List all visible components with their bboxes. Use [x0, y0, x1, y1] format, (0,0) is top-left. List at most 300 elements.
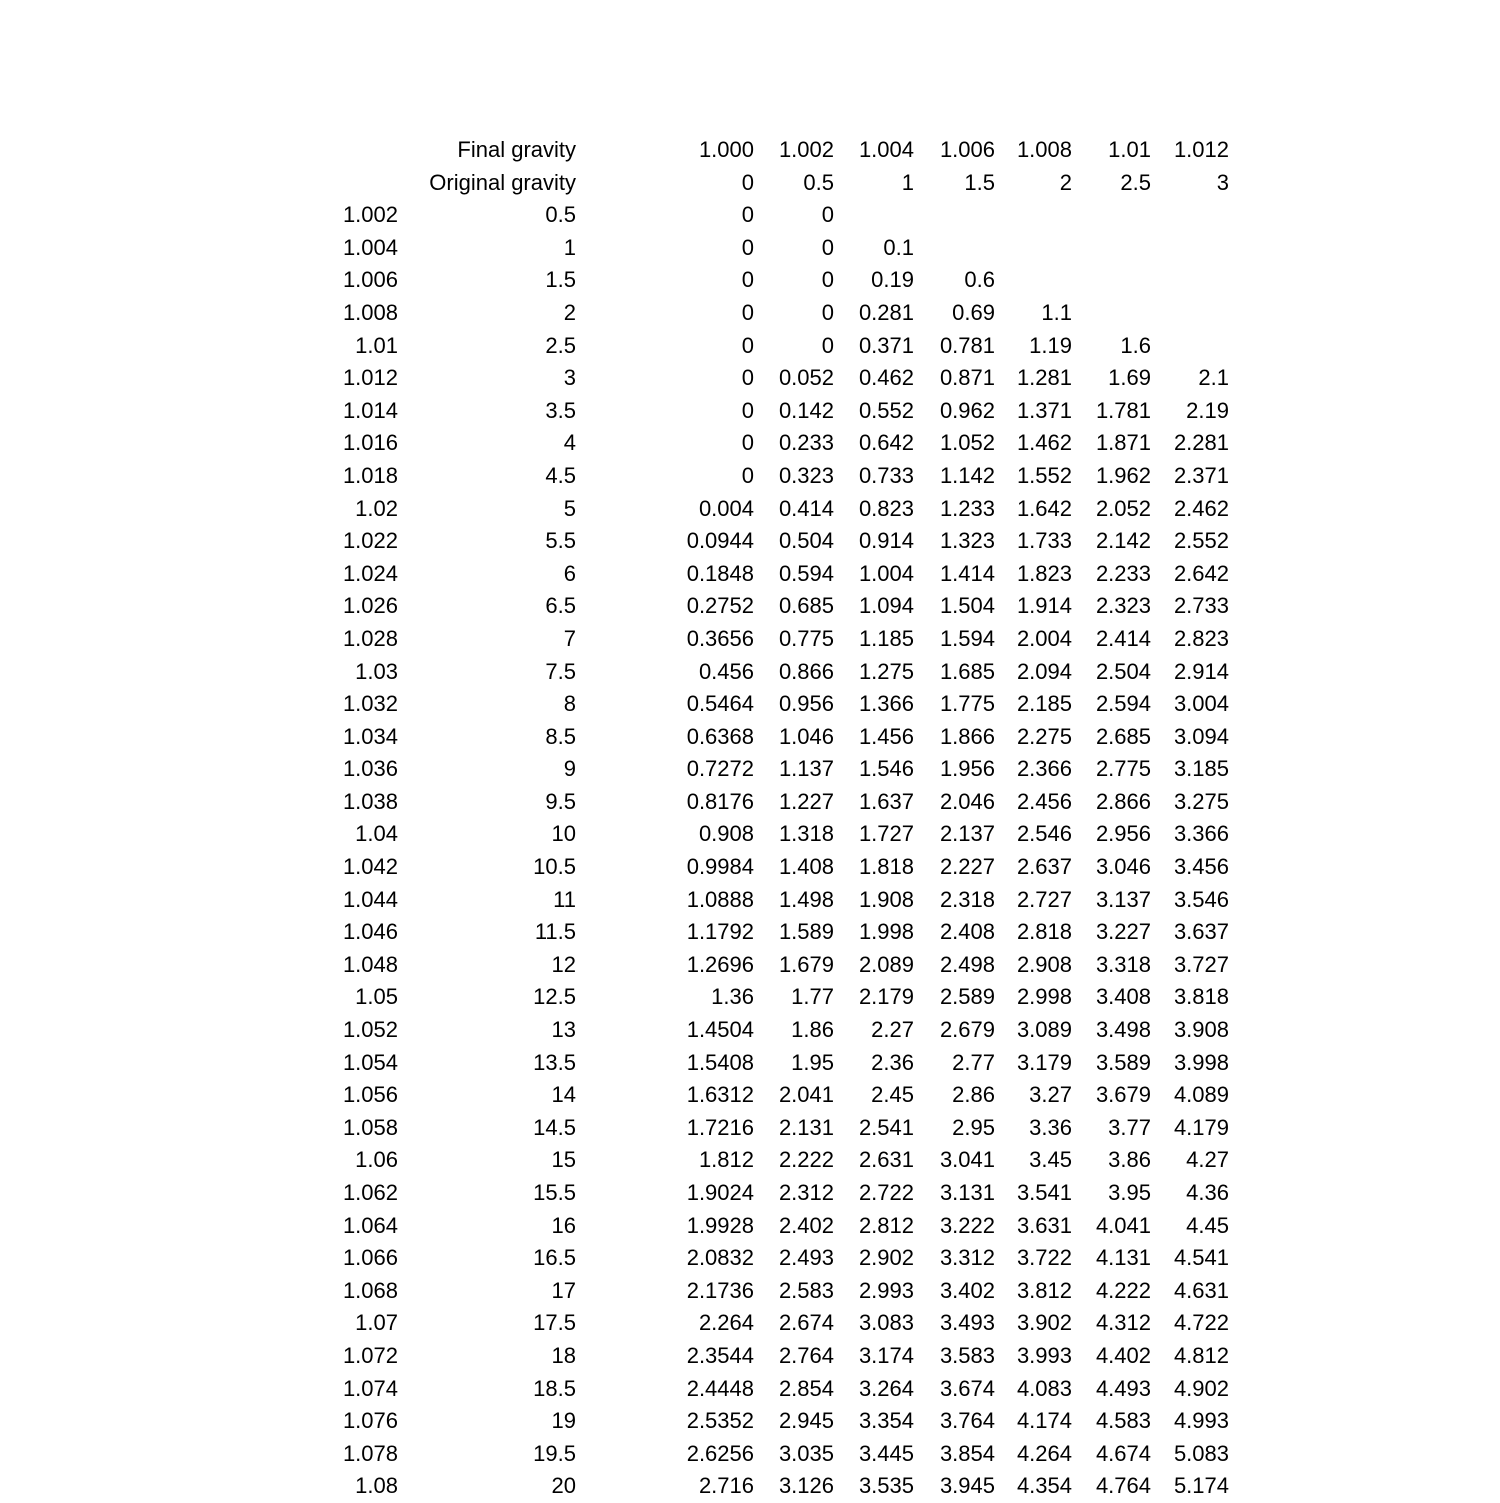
abv-cell: 3.95	[1108, 1180, 1151, 1205]
abv-cell: 4.764	[1095, 1473, 1151, 1499]
abv-cell: 3.583	[939, 1342, 995, 1368]
abv-cell	[918, 199, 999, 232]
abv-cell: 4.354	[1016, 1473, 1072, 1499]
original-gravity-row-value: 8	[563, 691, 576, 717]
final-gravity-row-label: 1.056	[342, 1082, 398, 1108]
data-row	[282, 1405, 1233, 1438]
abv-cell: 3.227	[1095, 919, 1151, 945]
abv-cell: 0.281	[858, 299, 914, 325]
abv-cell: 4.36	[1186, 1180, 1229, 1205]
original-gravity-row-value: 6	[563, 560, 576, 586]
abv-cell: 1.908	[858, 886, 914, 912]
final-gravity-column-header: 1.012	[1173, 137, 1229, 162]
original-gravity-column-header: 0	[741, 169, 754, 195]
abv-cell: 2.36	[871, 1049, 914, 1075]
abv-cell: 0.642	[858, 430, 914, 456]
abv-cell	[1076, 297, 1155, 330]
final-gravity-row-label: 1.016	[342, 430, 398, 456]
abv-cell: 1.046	[778, 723, 834, 749]
abv-cell: 2.3544	[686, 1342, 754, 1368]
final-gravity-row-label: 1.078	[342, 1440, 398, 1466]
abv-cell: 4.631	[1173, 1277, 1229, 1303]
original-gravity-column-header: 1	[901, 169, 914, 195]
abv-cell: 1.823	[1016, 560, 1072, 586]
abv-cell: 2.185	[1016, 691, 1072, 717]
abv-cell: 1.7216	[686, 1114, 754, 1140]
abv-cell: 2.462	[1173, 495, 1229, 521]
data-row	[282, 1275, 1233, 1308]
abv-cell: 3.498	[1095, 1017, 1151, 1043]
abv-cell: 1.77	[791, 984, 834, 1010]
abv-cell: 3.535	[858, 1473, 914, 1499]
gravity-abv-table	[282, 134, 1233, 1503]
abv-cell: 0	[821, 234, 834, 260]
abv-cell: 1.414	[939, 560, 995, 586]
original-gravity-row-value: 17.5	[533, 1310, 576, 1336]
abv-cell: 2.323	[1095, 593, 1151, 619]
abv-cell: 0.6	[964, 267, 995, 293]
abv-cell: 4.812	[1173, 1342, 1229, 1368]
abv-cell: 2.631	[858, 1147, 914, 1173]
abv-cell	[838, 199, 918, 232]
data-row	[282, 688, 1233, 721]
abv-cell: 1.6312	[686, 1082, 754, 1108]
abv-cell: 0	[741, 234, 754, 260]
abv-cell: 4.674	[1095, 1440, 1151, 1466]
abv-cell: 3.264	[858, 1375, 914, 1401]
abv-cell: 2.45	[871, 1082, 914, 1108]
abv-cell: 5.174	[1173, 1473, 1229, 1499]
abv-cell: 3.179	[1016, 1049, 1072, 1075]
abv-cell: 1.19	[1029, 332, 1072, 358]
abv-cell: 2.4448	[686, 1375, 754, 1401]
original-gravity-row-value: 0.5	[545, 202, 576, 228]
final-gravity-label: Final gravity	[457, 137, 576, 162]
final-gravity-column-header: 1.002	[778, 137, 834, 162]
final-gravity-column-header: 1.000	[698, 137, 754, 162]
abv-cell: 1.9024	[686, 1180, 754, 1205]
abv-cell: 2.546	[1016, 821, 1072, 847]
abv-cell: 1.552	[1016, 462, 1072, 488]
abv-cell: 2.945	[778, 1408, 834, 1434]
final-gravity-row-label: 1.072	[342, 1342, 398, 1368]
abv-cell: 2.402	[778, 1212, 834, 1238]
abv-cell: 3.131	[939, 1180, 995, 1205]
abv-cell: 0.781	[939, 332, 995, 358]
abv-cell: 0.142	[778, 397, 834, 423]
abv-cell: 4.041	[1095, 1212, 1151, 1238]
abv-cell	[1076, 232, 1155, 265]
abv-cell: 1.366	[858, 691, 914, 717]
abv-cell: 3.764	[939, 1408, 995, 1434]
abv-cell: 0.004	[698, 495, 754, 521]
original-gravity-row-value: 4	[563, 430, 576, 456]
abv-cell: 3.089	[1016, 1017, 1072, 1043]
spacer-cell	[282, 134, 402, 167]
abv-cell: 2.902	[858, 1245, 914, 1271]
abv-cell: 2.227	[939, 854, 995, 880]
data-row	[282, 558, 1233, 591]
original-gravity-column-header: 3	[1216, 169, 1229, 195]
abv-cell: 0.462	[858, 365, 914, 391]
abv-cell: 1.69	[1108, 365, 1151, 391]
abv-cell: 2.86	[952, 1082, 995, 1108]
data-row	[282, 916, 1233, 949]
original-gravity-column-header: 0.5	[803, 169, 834, 195]
abv-cell: 2.318	[939, 886, 995, 912]
abv-cell: 0.7272	[686, 756, 754, 782]
final-gravity-row-label: 1.034	[342, 723, 398, 749]
final-gravity-row-label: 1.026	[342, 593, 398, 619]
abv-cell: 0.871	[939, 365, 995, 391]
abv-cell: 3.402	[939, 1277, 995, 1303]
abv-cell: 3.493	[939, 1310, 995, 1336]
abv-cell: 2.5352	[686, 1408, 754, 1434]
abv-cell: 3.312	[939, 1245, 995, 1271]
abv-cell	[999, 264, 1076, 297]
abv-cell: 0.052	[778, 365, 834, 391]
original-gravity-row-value: 14.5	[533, 1114, 576, 1140]
abv-cell: 4.179	[1173, 1114, 1229, 1140]
final-gravity-row-label: 1.022	[342, 528, 398, 554]
original-gravity-row-value: 13	[551, 1017, 576, 1043]
final-gravity-row-label: 1.064	[342, 1212, 398, 1238]
original-gravity-row-value: 13.5	[533, 1049, 576, 1075]
abv-cell: 3.589	[1095, 1049, 1151, 1075]
abv-cell: 3.035	[778, 1440, 834, 1466]
abv-cell: 0.2752	[686, 593, 754, 619]
abv-cell: 2.914	[1173, 658, 1229, 684]
data-row	[282, 1373, 1233, 1406]
abv-cell: 2.583	[778, 1277, 834, 1303]
final-gravity-row-label: 1.036	[342, 756, 398, 782]
abv-cell: 0.371	[858, 332, 914, 358]
abv-cell: 2.0832	[686, 1245, 754, 1271]
abv-cell: 1.546	[858, 756, 914, 782]
abv-cell: 2.637	[1016, 854, 1072, 880]
abv-cell: 1.679	[778, 951, 834, 977]
abv-cell	[918, 232, 999, 265]
data-row	[282, 786, 1233, 819]
abv-cell: 0.956	[778, 691, 834, 717]
final-gravity-row-label: 1.068	[342, 1277, 398, 1303]
final-gravity-row-label: 1.048	[342, 951, 398, 977]
abv-cell: 4.174	[1016, 1408, 1072, 1434]
abv-cell: 2.052	[1095, 495, 1151, 521]
final-gravity-row-label: 1.052	[342, 1017, 398, 1043]
abv-cell: 0.1	[883, 234, 914, 260]
data-row	[282, 721, 1233, 754]
abv-cell: 0	[741, 397, 754, 423]
original-gravity-row-value: 5.5	[545, 528, 576, 554]
final-gravity-row-label: 1.032	[342, 691, 398, 717]
data-row	[282, 981, 1233, 1014]
abv-cell: 5.083	[1173, 1440, 1229, 1466]
final-gravity-row-label: 1.006	[342, 267, 398, 293]
abv-cell: 1.094	[858, 593, 914, 619]
abv-cell: 2.95	[952, 1114, 995, 1140]
abv-cell: 0	[741, 430, 754, 456]
abv-cell: 0.8176	[686, 788, 754, 814]
data-row	[282, 493, 1233, 526]
abv-cell: 3.727	[1173, 951, 1229, 977]
abv-cell: 2.812	[858, 1212, 914, 1238]
abv-cell: 1.781	[1095, 397, 1151, 423]
data-row	[282, 1307, 1233, 1340]
abv-cell	[999, 199, 1076, 232]
data-row	[282, 1079, 1233, 1112]
abv-cell: 1.142	[939, 462, 995, 488]
abv-cell: 1.004	[858, 560, 914, 586]
original-gravity-header-row	[282, 167, 1233, 200]
final-gravity-row-label: 1.004	[342, 234, 398, 260]
abv-cell: 4.993	[1173, 1408, 1229, 1434]
abv-cell: 1.775	[939, 691, 995, 717]
abv-cell: 2.764	[778, 1342, 834, 1368]
abv-cell: 0.908	[698, 821, 754, 847]
abv-cell: 3.86	[1108, 1147, 1151, 1173]
abv-cell: 4.583	[1095, 1408, 1151, 1434]
abv-cell: 1.637	[858, 788, 914, 814]
abv-cell: 2.552	[1173, 528, 1229, 554]
abv-cell: 4.45	[1186, 1212, 1229, 1238]
abv-cell: 3.631	[1016, 1212, 1072, 1238]
final-gravity-row-label: 1.07	[355, 1310, 398, 1336]
abv-cell: 1.998	[858, 919, 914, 945]
abv-cell: 1.5408	[686, 1049, 754, 1075]
abv-cell: 3.137	[1095, 886, 1151, 912]
abv-cell: 3.722	[1016, 1245, 1072, 1271]
abv-cell: 1.0888	[686, 886, 754, 912]
abv-cell: 1.727	[858, 821, 914, 847]
abv-cell: 1.812	[698, 1147, 754, 1173]
abv-cell: 3.354	[858, 1408, 914, 1434]
data-row	[282, 525, 1233, 558]
abv-cell: 3.854	[939, 1440, 995, 1466]
final-gravity-column-header: 1.006	[939, 137, 995, 162]
abv-cell: 0.233	[778, 430, 834, 456]
abv-cell: 2.312	[778, 1180, 834, 1205]
abv-cell: 1.456	[858, 723, 914, 749]
data-row	[282, 884, 1233, 917]
final-gravity-row-label: 1.012	[342, 365, 398, 391]
data-row	[282, 427, 1233, 460]
abv-cell: 2.775	[1095, 756, 1151, 782]
abv-cell: 1.233	[939, 495, 995, 521]
final-gravity-row-label: 1.024	[342, 560, 398, 586]
abv-cell: 2.366	[1016, 756, 1072, 782]
abv-cell: 2.281	[1173, 430, 1229, 456]
abv-cell: 4.083	[1016, 1375, 1072, 1401]
abv-cell: 0.414	[778, 495, 834, 521]
abv-cell: 0.1848	[686, 560, 754, 586]
abv-cell: 3.041	[939, 1147, 995, 1173]
abv-cell: 1.962	[1095, 462, 1151, 488]
abv-cell: 2.131	[778, 1114, 834, 1140]
final-gravity-row-label: 1.002	[342, 202, 398, 228]
abv-cell: 1.6	[1120, 332, 1151, 358]
abv-cell: 1.275	[858, 658, 914, 684]
abv-cell: 1.914	[1016, 593, 1072, 619]
abv-cell: 4.402	[1095, 1342, 1151, 1368]
original-gravity-row-value: 19.5	[533, 1440, 576, 1466]
abv-cell: 2.493	[778, 1245, 834, 1271]
abv-cell: 3.275	[1173, 788, 1229, 814]
abv-cell: 0.552	[858, 397, 914, 423]
data-row	[282, 460, 1233, 493]
data-row	[282, 330, 1233, 363]
final-gravity-row-label: 1.03	[355, 658, 398, 684]
abv-cell	[999, 232, 1076, 265]
abv-cell: 0.5464	[686, 691, 754, 717]
original-gravity-row-value: 11	[553, 886, 576, 912]
abv-cell: 1.86	[791, 1017, 834, 1043]
abv-cell: 3.185	[1173, 756, 1229, 782]
final-gravity-row-label: 1.066	[342, 1245, 398, 1271]
final-gravity-row-label: 1.04	[355, 821, 398, 847]
abv-cell: 2.722	[858, 1180, 914, 1205]
abv-cell: 4.312	[1095, 1310, 1151, 1336]
abv-cell: 2.818	[1016, 919, 1072, 945]
abv-cell: 1.866	[939, 723, 995, 749]
abv-cell: 1.1792	[686, 919, 754, 945]
abv-cell: 0	[741, 299, 754, 325]
abv-cell: 1.408	[778, 854, 834, 880]
final-gravity-column-header: 1.008	[1016, 137, 1072, 162]
abv-cell: 2.679	[939, 1017, 995, 1043]
data-row	[282, 851, 1233, 884]
abv-cell: 4.089	[1173, 1082, 1229, 1108]
abv-cell: 2.956	[1095, 821, 1151, 847]
abv-cell: 4.264	[1016, 1440, 1072, 1466]
abv-cell: 3.408	[1095, 984, 1151, 1010]
original-gravity-row-value: 7.5	[545, 658, 576, 684]
abv-cell: 3.45	[1029, 1147, 1072, 1173]
final-gravity-row-label: 1.038	[342, 788, 398, 814]
abv-cell: 2.998	[1016, 984, 1072, 1010]
abv-cell	[1155, 199, 1233, 232]
original-gravity-row-value: 5	[563, 495, 576, 521]
abv-cell: 1.227	[778, 788, 834, 814]
abv-cell: 2.1	[1198, 365, 1229, 391]
abv-cell: 2.137	[939, 821, 995, 847]
abv-cell: 2.594	[1095, 691, 1151, 717]
abv-cell: 1.589	[778, 919, 834, 945]
abv-cell: 0.323	[778, 462, 834, 488]
original-gravity-row-value: 3.5	[545, 397, 576, 423]
abv-cell: 0.456	[698, 658, 754, 684]
abv-cell: 1.185	[858, 625, 914, 651]
abv-cell: 3.174	[858, 1342, 914, 1368]
abv-cell: 4.493	[1095, 1375, 1151, 1401]
final-gravity-row-label: 1.046	[342, 919, 398, 945]
abv-cell: 0.733	[858, 462, 914, 488]
abv-cell: 3.366	[1173, 821, 1229, 847]
original-gravity-row-value: 7	[563, 625, 576, 651]
abv-cell: 1.371	[1016, 397, 1072, 423]
final-gravity-row-label: 1.044	[342, 886, 398, 912]
abv-cell: 2.046	[939, 788, 995, 814]
abv-cell: 2.275	[1016, 723, 1072, 749]
abv-cell: 2.716	[698, 1473, 754, 1499]
abv-cell: 1.052	[939, 430, 995, 456]
data-row	[282, 1144, 1233, 1177]
abv-cell: 2.414	[1095, 625, 1151, 651]
abv-cell: 3.094	[1173, 723, 1229, 749]
abv-cell: 1.137	[778, 756, 834, 782]
final-gravity-row-label: 1.042	[342, 854, 398, 880]
abv-cell: 3.945	[939, 1473, 995, 1499]
abv-cell: 0.594	[778, 560, 834, 586]
original-gravity-label: Original gravity	[429, 169, 576, 195]
abv-cell: 2.642	[1173, 560, 1229, 586]
original-gravity-row-value: 18	[551, 1342, 576, 1368]
abv-cell: 3.318	[1095, 951, 1151, 977]
abv-cell: 0.866	[778, 658, 834, 684]
data-row	[282, 590, 1233, 623]
final-gravity-row-label: 1.074	[342, 1375, 398, 1401]
abv-cell: 1.323	[939, 528, 995, 554]
abv-cell	[1076, 264, 1155, 297]
final-gravity-row-label: 1.028	[342, 625, 398, 651]
abv-cell: 2.674	[778, 1310, 834, 1336]
data-row	[282, 1340, 1233, 1373]
data-row	[282, 818, 1233, 851]
abv-cell: 4.222	[1095, 1277, 1151, 1303]
final-gravity-row-label: 1.076	[342, 1408, 398, 1434]
final-gravity-row-label: 1.06	[355, 1147, 398, 1173]
abv-cell: 2.1736	[686, 1277, 754, 1303]
abv-cell: 0	[821, 267, 834, 293]
abv-cell: 2.004	[1016, 625, 1072, 651]
original-gravity-row-value: 12	[551, 951, 576, 977]
abv-cell: 0	[741, 365, 754, 391]
data-row	[282, 1242, 1233, 1275]
abv-cell: 0	[741, 332, 754, 358]
abv-cell: 0	[741, 202, 754, 228]
abv-cell: 0	[741, 267, 754, 293]
original-gravity-column-header: 2.5	[1120, 169, 1151, 195]
abv-cell: 0.69	[952, 299, 995, 325]
abv-cell: 1.594	[939, 625, 995, 651]
abv-cell: 2.371	[1173, 462, 1229, 488]
original-gravity-row-value: 11.5	[534, 919, 576, 945]
abv-cell: 0.19	[871, 267, 914, 293]
abv-cell: 2.823	[1173, 625, 1229, 651]
abv-cell: 0	[821, 332, 834, 358]
original-gravity-row-value: 18.5	[533, 1375, 576, 1401]
abv-cell: 2.589	[939, 984, 995, 1010]
original-gravity-row-value: 9.5	[545, 788, 576, 814]
abv-cell: 0.6368	[686, 723, 754, 749]
abv-cell: 2.908	[1016, 951, 1072, 977]
abv-cell: 1.871	[1095, 430, 1151, 456]
abv-cell: 1.504	[939, 593, 995, 619]
original-gravity-row-value: 17	[551, 1277, 576, 1303]
original-gravity-row-value: 4.5	[545, 462, 576, 488]
abv-cell: 1.462	[1016, 430, 1072, 456]
abv-cell: 2.089	[858, 951, 914, 977]
abv-cell: 3.908	[1173, 1017, 1229, 1043]
original-gravity-row-value: 14	[551, 1082, 576, 1108]
data-row	[282, 623, 1233, 656]
abv-cell: 3.083	[858, 1310, 914, 1336]
abv-cell: 0.504	[778, 528, 834, 554]
original-gravity-row-value: 1.5	[545, 267, 576, 293]
abv-cell: 3.445	[858, 1440, 914, 1466]
abv-cell: 2.264	[698, 1310, 754, 1336]
abv-cell: 3.222	[939, 1212, 995, 1238]
